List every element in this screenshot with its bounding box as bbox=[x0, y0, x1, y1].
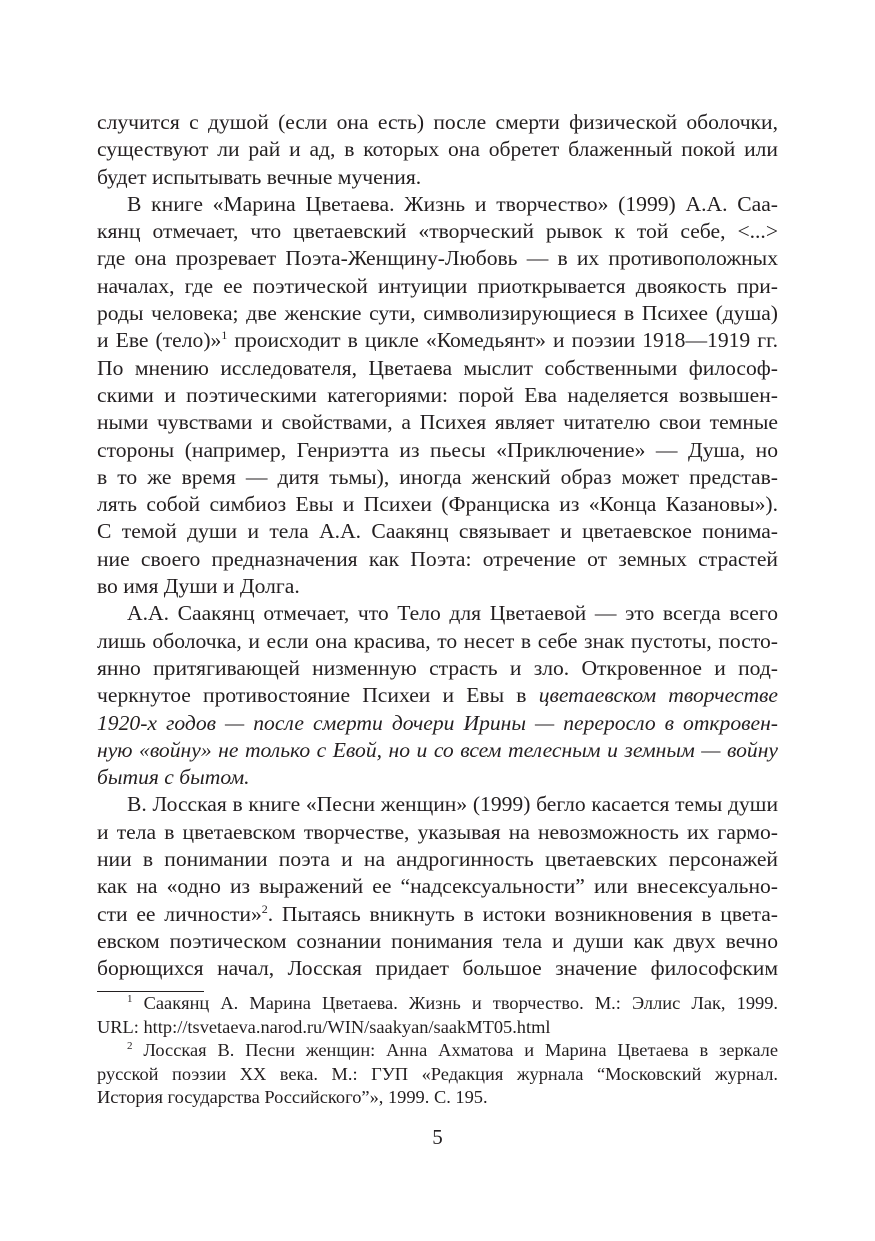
footnote-1-line bbox=[97, 992, 778, 1016]
footnote-2-line: русской поэзии XX века. М.: ГУП «Редакция журнала “Московский журнал. bbox=[97, 1063, 778, 1084]
text-line: лишь оболочка, и если она красива, то несет в себе знак пустоты, посто- bbox=[97, 628, 778, 653]
footnote-2-line: История государства Российского”», 1999. С. 195. bbox=[97, 1087, 488, 1107]
footnote-ref-2[interactable]: 2 bbox=[261, 901, 268, 916]
text-line: А.А. Саакянц отмечает, что Тело для Цветаевой — это всегда всего bbox=[127, 601, 778, 626]
footnote-1-url[interactable]: URL: http://tsvetaeva.narod.ru/WIN/saakyan/saakMT05.html bbox=[97, 1016, 551, 1037]
text-line: стороны (например, Генриэтта из пьесы «Приключение» — Душа, но bbox=[97, 437, 778, 462]
text-line: существуют ли рай и ад, в которых она обретет блаженный покой или bbox=[97, 137, 778, 162]
text-line: бытия с бытом. bbox=[97, 765, 250, 790]
text-line: началах, где ее поэтической интуиции приоткрывается двоякость при- bbox=[97, 273, 778, 298]
text-segment: происходит в цикле «Комедьянт» и поэзии 1918—1919 гг. bbox=[227, 328, 778, 353]
text-line bbox=[97, 682, 778, 709]
footnote-2-line bbox=[97, 1039, 778, 1063]
text-line: По мнению исследователя, Цветаева мыслит собственными философ- bbox=[97, 355, 778, 380]
footnote-ref-1[interactable]: 1 bbox=[221, 328, 228, 343]
text-line: и тела в цветаевском творчестве, указывая на невозможность их гармо- bbox=[97, 819, 778, 844]
text-line: В. Лосская в книге «Песни женщин» (1999) бегло касается темы души bbox=[127, 792, 778, 817]
text-line: ние своего предназначения как Поэта: отречение от земных страстей bbox=[97, 546, 778, 571]
text-line: С темой души и тела А.А. Саакянц связывает и цветаевское понима- bbox=[97, 519, 778, 544]
text-segment: . Пытаясь вникнуть в истоки возникновения в цвета- bbox=[267, 901, 778, 926]
text-line: кянц отмечает, что цветаевский «творческий рывок к той себе, <...> bbox=[97, 219, 778, 244]
text-segment: сти ее личности» bbox=[97, 901, 262, 926]
italic-text-segment: цветаевском творчестве bbox=[538, 683, 779, 708]
footnote-1-mark: 1 bbox=[127, 993, 133, 1005]
text-line: лять собой симбиоз Евы и Психеи (Франциска из «Конца Казановы»). bbox=[97, 492, 778, 517]
text-line: 1920-х годов — после смерти дочери Ирины — переросло в откровен- bbox=[97, 710, 778, 735]
text-line: борющихся начал, Лосская придает большое значение философским bbox=[97, 956, 778, 981]
text-line: янно притягивающей низменную страсть и зло. Откровенное и под- bbox=[97, 655, 778, 680]
text-line: В книге «Марина Цветаева. Жизнь и творчество» (1999) А.А. Саа- bbox=[127, 191, 778, 216]
text-line: где она прозревает Поэта-Женщину-Любовь — в их противоположных bbox=[97, 246, 778, 271]
text-line: нии в понимании поэта и на андрогинность цветаевских персонажей bbox=[97, 847, 778, 872]
text-line: ными чувствами и свойствами, а Психея являет читателю свои темные bbox=[97, 410, 778, 435]
text-line: ную «войну» не только с Евой, но и со всем телесным и земным — войну bbox=[97, 737, 778, 762]
text-line: в то же время — дитя тьмы), иногда женский образ может представ- bbox=[97, 464, 778, 489]
page-number: 5 bbox=[432, 1125, 443, 1149]
body-text bbox=[97, 109, 778, 983]
footnote-1-text: Саакянц А. Марина Цветаева. Жизнь и творчество. М.: Эллис Лак, 1999. bbox=[132, 993, 778, 1013]
text-line: во имя Души и Долга. bbox=[97, 574, 300, 599]
text-line: случится с душой (если она есть) после смерти физической оболочки, bbox=[97, 110, 778, 134]
text-line bbox=[97, 327, 778, 354]
text-line: будет испытывать вечные мучения. bbox=[97, 164, 422, 189]
text-segment: черкнутое противостояние Психеи и Евы в bbox=[97, 683, 539, 708]
footnote-2-mark: 2 bbox=[127, 1040, 133, 1052]
text-line: скими и поэтическими категориями: порой Ева наделяется возвышен- bbox=[97, 382, 778, 407]
text-segment: и Еве (тело)» bbox=[97, 328, 222, 353]
footnotes bbox=[97, 992, 778, 1110]
text-line: роды человека; две женские сути, символизирующиеся в Психее (душа) bbox=[97, 301, 778, 326]
text-line bbox=[97, 901, 778, 928]
text-line: как на «одно из выражений ее “надсексуальности” или внесексуально- bbox=[97, 874, 778, 899]
text-line: евском поэтическом сознании понимания тела и души как двух вечно bbox=[97, 928, 778, 953]
footnote-2-text: Лосская В. Песни женщин: Анна Ахматова и Марина Цветаева в зеркале bbox=[132, 1040, 778, 1060]
